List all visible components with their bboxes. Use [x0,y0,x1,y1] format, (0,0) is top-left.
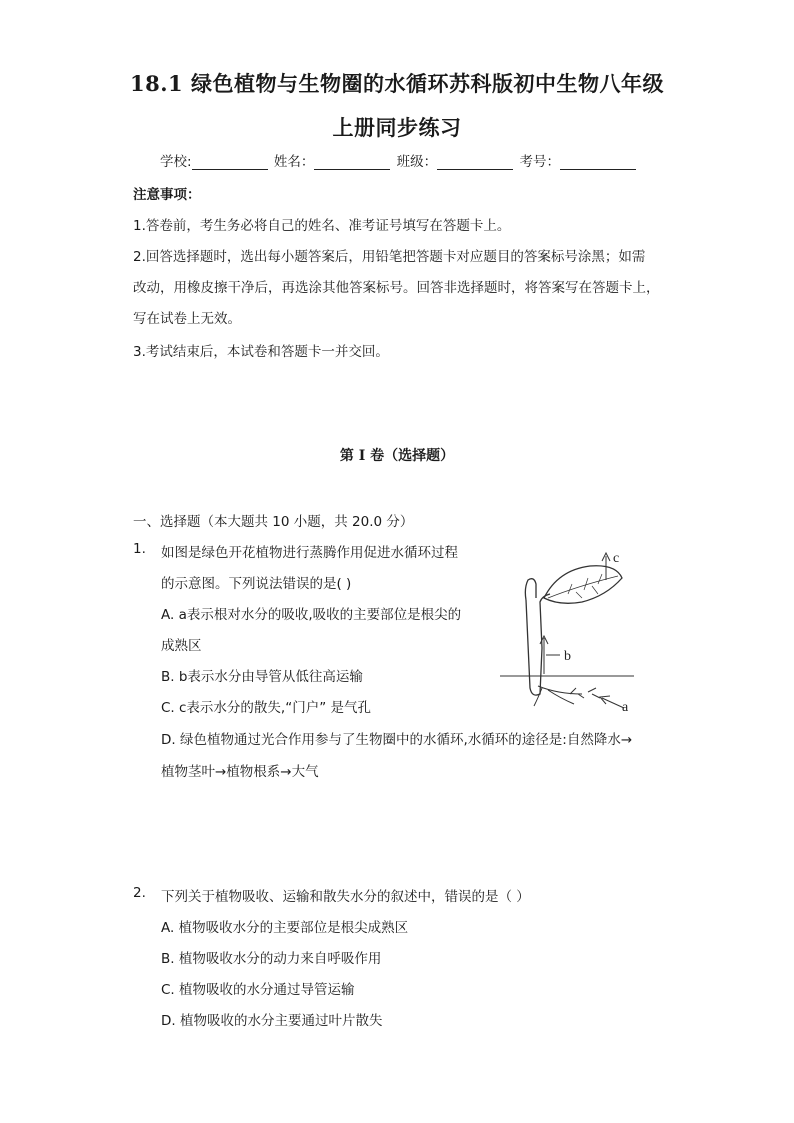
notice-item: 2.回答选择题时，选出每小题答案后，用铅笔把答题卡对应题目的答案标号涂黑；如需 [133,249,646,265]
page-title-line-1: 18.1 绿色植物与生物圈的水循环苏科版初中生物八年级 [130,71,664,96]
label-b: b [564,649,571,664]
student-info-row [160,150,638,170]
exam-no-blank[interactable] [560,155,636,170]
school-label: 学校: [160,154,192,170]
option-c[interactable]: C. c表示水分的散失,“门户” 是气孔 [161,700,372,716]
question-stem: 下列关于植物吸收、运输和散失水分的叙述中，错误的是（ ） [161,889,530,905]
notice-item: 1.答卷前，考生务必将自己的姓名、准考证号填写在答题卡上。 [133,218,511,234]
question-number: 1. [133,541,146,557]
label-c: c [613,551,620,566]
class-blank[interactable] [437,155,513,170]
name-label: 姓名： [273,154,315,170]
option-d-continued: 植物茎叶→植物根系→大气 [161,764,319,780]
label-a: a [622,700,629,715]
page-title-line-2: 上册同步练习 [332,115,462,140]
option-b[interactable]: B. 植物吸收水分的动力来自呼吸作用 [161,951,382,967]
question-stem: 的示意图。下列说法错误的是( ) [161,576,352,592]
plant-transpiration-diagram [498,548,638,718]
option-a[interactable]: A. a表示根对水分的吸收,吸收的主要部位是根尖的 [161,607,462,623]
name-blank[interactable] [314,155,390,170]
notice-item: 改动，用橡皮擦干净后，再选涂其他答案标号。回答非选择题时，将答案写在答题卡上， [133,280,660,296]
section-title: 第 I 卷（选择题） [339,448,455,464]
school-blank[interactable] [192,155,268,170]
question-stem: 如图是绿色开花植物进行蒸腾作用促进水循环过程 [161,545,458,561]
option-c[interactable]: C. 植物吸收的水分通过导管运输 [161,982,355,998]
notice-item: 3.考试结束后，本试卷和答题卡一并交回。 [133,344,389,360]
notice-item: 写在试卷上无效。 [133,311,241,327]
option-d[interactable]: D. 绿色植物通过光合作用参与了生物圈中的水循环,水循环的途径是:自然降水→ [161,732,633,748]
part-heading: 一、选择题（本大题共 10 小题，共 20.0 分） [133,514,414,530]
exam-no-label: 考号： [519,154,560,170]
notice-heading: 注意事项： [133,187,201,203]
question-number: 2. [133,885,146,901]
option-a[interactable]: A. 植物吸收水分的主要部位是根尖成熟区 [161,920,409,936]
option-d[interactable]: D. 植物吸收的水分主要通过叶片散失 [161,1013,383,1029]
option-a-continued: 成熟区 [161,638,202,654]
option-b[interactable]: B. b表示水分由导管从低往高运输 [161,669,363,685]
class-label: 班级： [396,154,438,170]
